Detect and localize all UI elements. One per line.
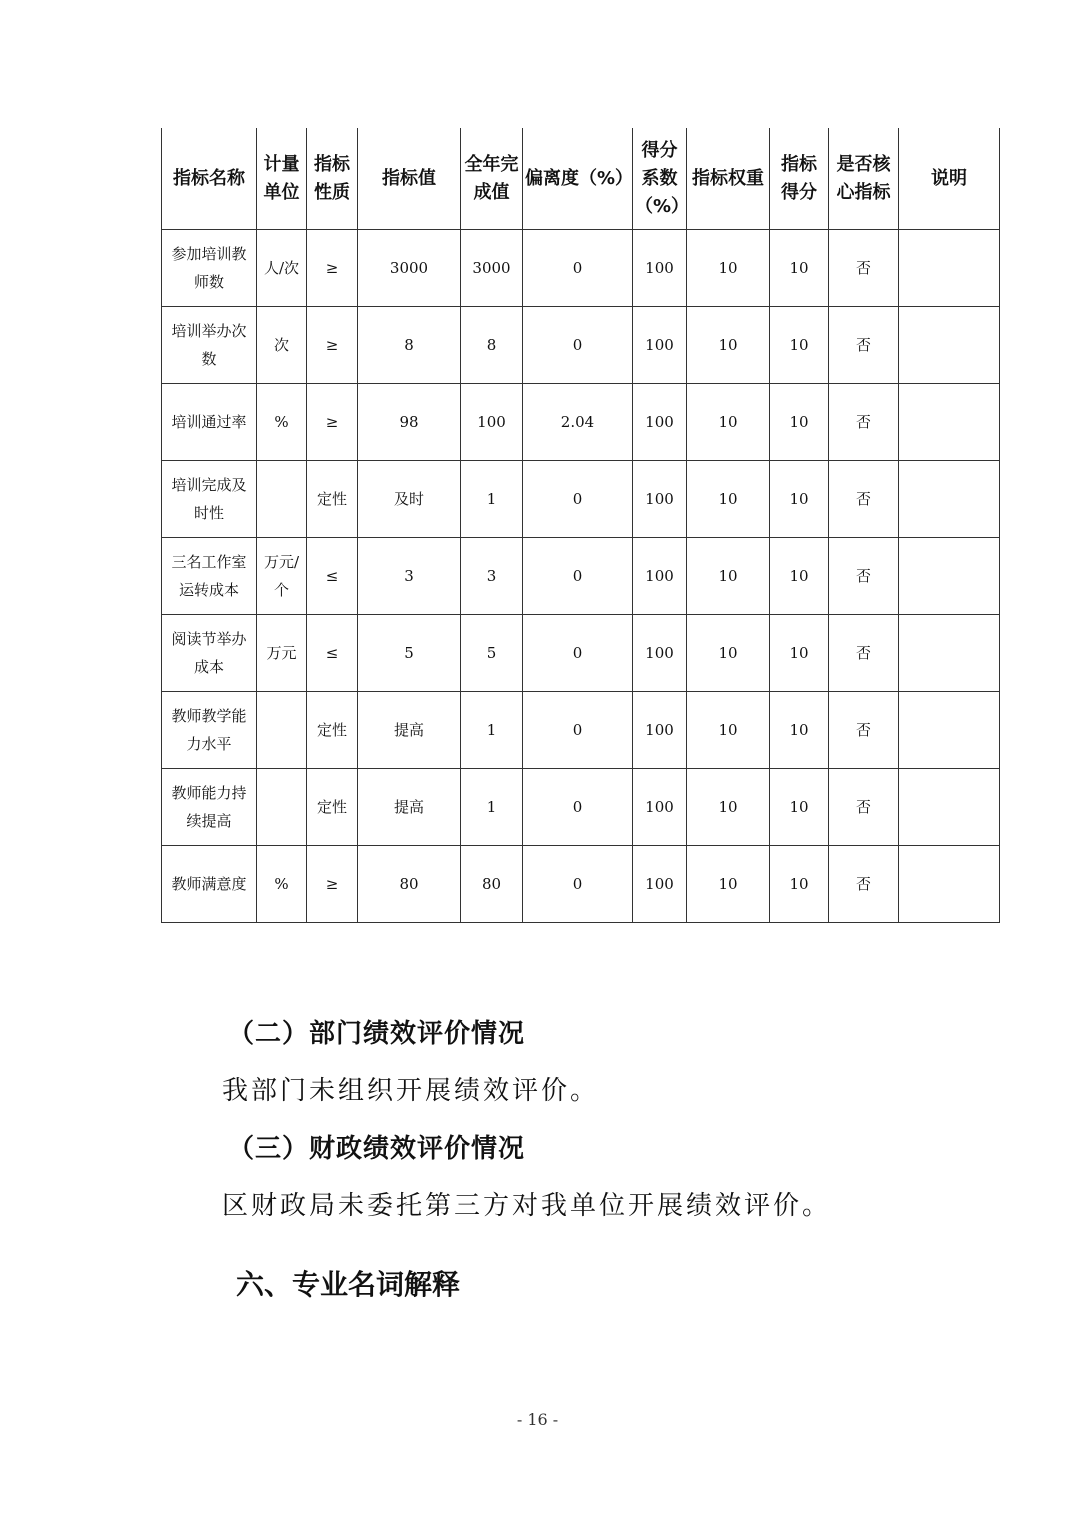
cell-actual: 1	[461, 461, 523, 538]
column-header	[687, 128, 770, 230]
cell-deviation: 2.04	[523, 384, 633, 461]
cell-line: （%）	[635, 195, 690, 217]
cell-name	[162, 384, 257, 461]
cell-target: 8	[358, 307, 461, 384]
cell-line: 人/次	[263, 259, 300, 277]
cell-target: 98	[358, 384, 461, 461]
cell-line: 万元	[266, 644, 297, 662]
cell-weight: 10	[687, 307, 770, 384]
cell-target: 3	[358, 538, 461, 615]
column-header	[307, 128, 358, 230]
cell-actual: 8	[461, 307, 523, 384]
cell-nature: ≥	[307, 846, 358, 923]
column-header	[899, 128, 1000, 230]
cell-note	[899, 615, 1000, 692]
cell-actual: 1	[461, 769, 523, 846]
cell-coef: 100	[633, 307, 687, 384]
cell-line: 偏离度（%）	[525, 167, 634, 189]
cell-coef: 100	[633, 769, 687, 846]
cell-score: 10	[770, 846, 829, 923]
cell-score: 10	[770, 230, 829, 307]
cell-line: 教师教学能	[171, 707, 247, 725]
cell-line: 指标权重	[692, 167, 764, 189]
cell-weight: 10	[687, 615, 770, 692]
cell-coef: 100	[633, 538, 687, 615]
dept-eval-heading: （二）部门绩效评价情况	[228, 1019, 526, 1049]
glossary-heading: 六、专业名词解释	[236, 1268, 461, 1301]
cell-name	[162, 769, 257, 846]
column-header	[633, 128, 690, 230]
cell-target: 3000	[358, 230, 461, 307]
table-row	[162, 384, 1000, 461]
dept-eval-text: 我部门未组织开展绩效评价。	[222, 1076, 600, 1106]
cell-line: 指标名称	[173, 167, 245, 189]
cell-line: 培训完成及	[171, 476, 247, 494]
cell-name	[162, 846, 257, 923]
cell-core: 否	[829, 769, 899, 846]
cell-nature: 定性	[307, 692, 358, 769]
table-row	[162, 769, 1000, 846]
cell-deviation: 0	[523, 846, 633, 923]
cell-unit	[257, 615, 307, 692]
cell-line: 是否核	[836, 153, 891, 175]
cell-weight: 10	[687, 692, 770, 769]
finance-eval-text: 区财政局未委托第三方对我单位开展绩效评价。	[222, 1191, 832, 1221]
cell-unit	[257, 538, 307, 615]
cell-coef: 100	[633, 846, 687, 923]
cell-nature: ≤	[307, 538, 358, 615]
cell-note	[899, 538, 1000, 615]
cell-coef: 100	[633, 384, 687, 461]
cell-coef: 100	[633, 230, 687, 307]
cell-deviation: 0	[523, 692, 633, 769]
cell-line: 运转成本	[178, 581, 239, 599]
cell-line: 阅读节举办	[171, 630, 247, 648]
cell-line: 时性	[193, 504, 224, 522]
cell-weight: 10	[687, 538, 770, 615]
cell-line: 续提高	[186, 812, 232, 830]
cell-actual: 3	[461, 538, 523, 615]
cell-line: 说明	[931, 167, 967, 189]
cell-note	[899, 307, 1000, 384]
cell-line: 心指标	[836, 181, 891, 203]
table-row	[162, 461, 1000, 538]
cell-score: 10	[770, 307, 829, 384]
cell-note	[899, 461, 1000, 538]
cell-line: 指标	[781, 153, 817, 175]
cell-line: 指标值	[382, 167, 436, 189]
cell-note	[899, 384, 1000, 461]
cell-note	[899, 230, 1000, 307]
cell-name	[162, 692, 257, 769]
cell-weight: 10	[687, 769, 770, 846]
cell-nature: 定性	[307, 769, 358, 846]
cell-core: 否	[829, 384, 899, 461]
cell-line: 师数	[193, 273, 224, 291]
cell-unit	[257, 384, 307, 461]
cell-actual: 1	[461, 692, 523, 769]
cell-unit	[257, 461, 307, 538]
cell-score: 10	[770, 692, 829, 769]
column-header	[523, 128, 633, 230]
cell-line: 参加培训教	[171, 245, 247, 263]
table-header-row	[162, 128, 1000, 230]
cell-target: 及时	[358, 461, 461, 538]
cell-coef: 100	[633, 692, 687, 769]
cell-score: 10	[770, 538, 829, 615]
cell-weight: 10	[687, 846, 770, 923]
cell-line: 系数	[641, 167, 678, 189]
cell-weight: 10	[687, 384, 770, 461]
cell-line: 培训通过率	[171, 413, 247, 431]
cell-core: 否	[829, 230, 899, 307]
cell-line: 数	[201, 350, 217, 368]
cell-nature: ≥	[307, 230, 358, 307]
table-row	[162, 692, 1000, 769]
cell-line: 指标	[314, 153, 350, 175]
cell-score: 10	[770, 615, 829, 692]
cell-core: 否	[829, 692, 899, 769]
cell-weight: 10	[687, 230, 770, 307]
cell-line: 教师能力持	[171, 784, 247, 802]
cell-unit	[257, 307, 307, 384]
cell-core: 否	[829, 307, 899, 384]
table-row	[162, 230, 1000, 307]
cell-core: 否	[829, 846, 899, 923]
cell-target: 5	[358, 615, 461, 692]
cell-actual: 5	[461, 615, 523, 692]
cell-name	[162, 461, 257, 538]
cell-line: 教师满意度	[171, 875, 247, 893]
cell-core: 否	[829, 461, 899, 538]
cell-line: 成本	[193, 658, 224, 676]
column-header	[829, 128, 899, 230]
table-row	[162, 538, 1000, 615]
cell-name	[162, 615, 257, 692]
cell-line: 成值	[473, 181, 510, 203]
cell-nature: ≥	[307, 384, 358, 461]
column-header	[770, 128, 829, 230]
cell-deviation: 0	[523, 230, 633, 307]
cell-coef: 100	[633, 615, 687, 692]
cell-line: 得分	[641, 139, 678, 161]
cell-target: 80	[358, 846, 461, 923]
cell-nature: 定性	[307, 461, 358, 538]
performance-indicator-table	[161, 128, 1000, 923]
cell-line: %	[274, 875, 289, 893]
cell-line: 次	[273, 336, 289, 354]
cell-score: 10	[770, 384, 829, 461]
cell-weight: 10	[687, 461, 770, 538]
cell-actual: 100	[461, 384, 523, 461]
table-row	[162, 307, 1000, 384]
cell-line: 得分	[781, 181, 817, 203]
cell-nature: ≥	[307, 307, 358, 384]
finance-eval-heading: （三）财政绩效评价情况	[228, 1134, 526, 1164]
cell-line: 单位	[263, 181, 300, 203]
cell-core: 否	[829, 615, 899, 692]
cell-name	[162, 538, 257, 615]
cell-line: 力水平	[186, 735, 232, 753]
cell-line: 培训举办次	[171, 322, 247, 340]
column-header	[461, 128, 523, 230]
cell-line: 个	[273, 581, 289, 599]
cell-unit	[257, 692, 307, 769]
cell-line: 三名工作室	[171, 553, 247, 571]
cell-name	[162, 230, 257, 307]
cell-actual: 3000	[461, 230, 523, 307]
cell-target: 提高	[358, 769, 461, 846]
page-number: - 16 -	[516, 1410, 559, 1429]
cell-target: 提高	[358, 692, 461, 769]
cell-line: 全年完	[464, 153, 519, 175]
cell-line: 万元/	[263, 553, 300, 571]
cell-nature: ≤	[307, 615, 358, 692]
cell-coef: 100	[633, 461, 687, 538]
cell-unit	[257, 230, 307, 307]
cell-note	[899, 692, 1000, 769]
cell-score: 10	[770, 769, 829, 846]
column-header	[257, 128, 307, 230]
cell-score: 10	[770, 461, 829, 538]
column-header	[358, 128, 461, 230]
cell-deviation: 0	[523, 307, 633, 384]
cell-line: 计量	[263, 153, 300, 175]
cell-deviation: 0	[523, 538, 633, 615]
cell-deviation: 0	[523, 461, 633, 538]
cell-unit	[257, 846, 307, 923]
cell-actual: 80	[461, 846, 523, 923]
cell-note	[899, 846, 1000, 923]
cell-core: 否	[829, 538, 899, 615]
table-row	[162, 846, 1000, 923]
cell-deviation: 0	[523, 769, 633, 846]
cell-line: %	[274, 413, 289, 431]
cell-unit	[257, 769, 307, 846]
table-row	[162, 615, 1000, 692]
cell-deviation: 0	[523, 615, 633, 692]
cell-note	[899, 769, 1000, 846]
cell-name	[162, 307, 257, 384]
column-header	[162, 128, 257, 230]
cell-line: 性质	[314, 181, 350, 203]
